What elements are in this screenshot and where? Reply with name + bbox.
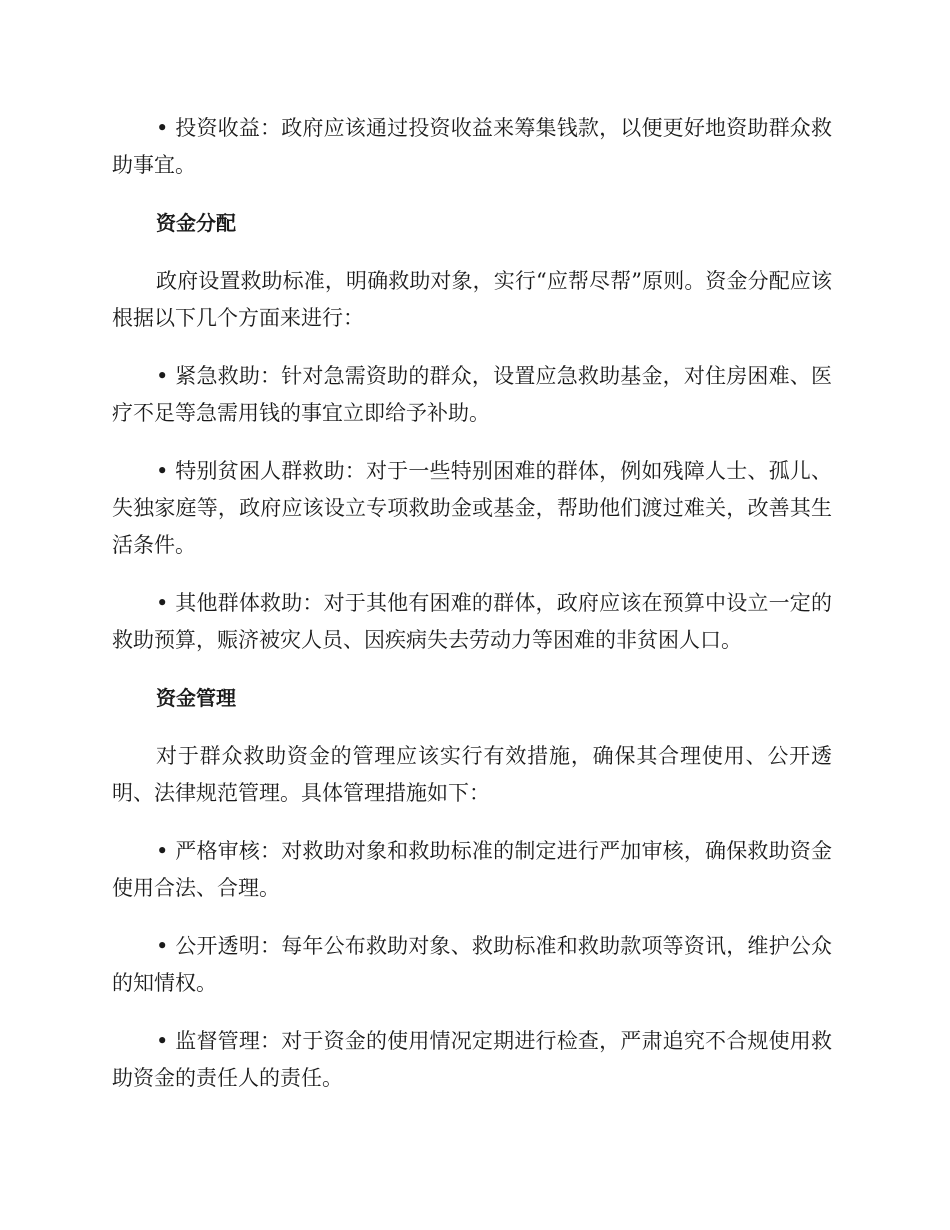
paragraph-supervision: • 监督管理：对于资金的使用情况定期进行检查，严肃追究不合规使用救助资金的责任人的责任。 bbox=[112, 1029, 832, 1090]
paragraph-strict-review: • 严格审核：对救助对象和救助标准的制定进行严加审核，确保救助资金使用合法、合理。 bbox=[112, 839, 832, 900]
paragraph-transparency: • 公开透明：每年公布救助对象、救助标准和救助款项等资讯，维护公众的知情权。 bbox=[112, 934, 832, 995]
paragraph-allocation-intro: 政府设置救助标准，明确救助对象，实行“应帮尽帮”原则。资金分配应该根据以下几个方面来进行： bbox=[112, 269, 832, 330]
document-body bbox=[112, 110, 832, 1118]
heading-fund-allocation: 资金分配 bbox=[156, 211, 236, 235]
paragraph-investment-income: • 投资收益：政府应该通过投资收益来筹集钱款，以便更好地资助群众救助事宜。 bbox=[112, 116, 832, 177]
paragraph-other-groups-relief: • 其他群体救助：对于其他有困难的群体，政府应该在预算中设立一定的救助预算，赈济被灾人员、因疾病失去劳动力等困难的非贫困人口。 bbox=[112, 591, 832, 652]
heading-fund-management: 资金管理 bbox=[156, 686, 236, 710]
paragraph-management-intro: 对于群众救助资金的管理应该实行有效措施，确保其合理使用、公开透明、法律规范管理。具体管理措施如下： bbox=[112, 744, 832, 805]
paragraph-poverty-relief: • 特别贫困人群救助：对于一些特别困难的群体，例如残障人士、孤儿、失独家庭等，政府应该设立专项救助金或基金，帮助他们渡过难关，改善其生活条件。 bbox=[112, 459, 832, 557]
paragraph-emergency-relief: • 紧急救助：针对急需资助的群众，设置应急救助基金，对住房困难、医疗不足等急需用钱的事宜立即给予补助。 bbox=[112, 364, 832, 425]
